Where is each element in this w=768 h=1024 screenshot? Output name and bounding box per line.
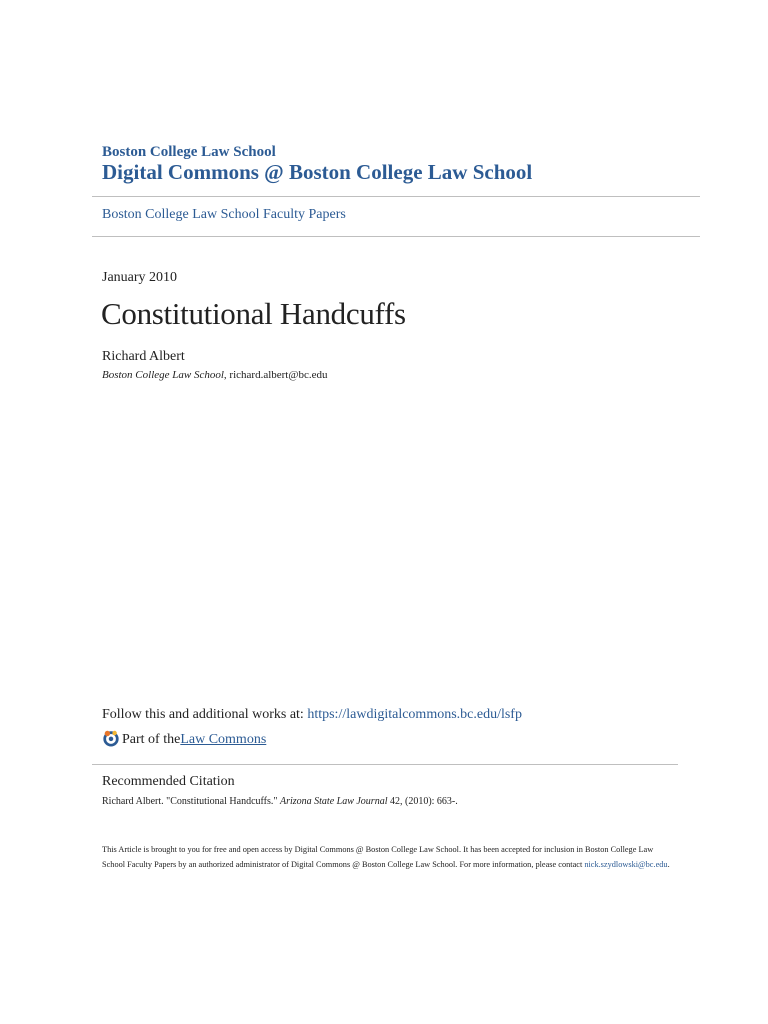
article-title: Constitutional Handcuffs	[101, 296, 406, 331]
repository-link[interactable]: Digital Commons @ Boston College Law School	[102, 160, 533, 184]
law-commons-link[interactable]: Law Commons	[180, 732, 267, 747]
follow-line	[102, 707, 522, 723]
citation-prefix: Richard Albert. "Constitutional Handcuffs."	[102, 796, 280, 807]
header-divider-top	[92, 196, 700, 197]
follow-label: Follow this and additional works at:	[102, 707, 308, 722]
author-email: richard.albert@bc.edu	[229, 369, 328, 381]
institution-link[interactable]: Boston College Law School	[102, 144, 276, 160]
contact-email-link[interactable]: nick.szydlowski@bc.edu	[584, 860, 668, 869]
publication-date: January 2010	[102, 270, 178, 285]
part-of-line	[102, 731, 266, 749]
part-of-label: Part of the	[122, 732, 181, 747]
author-affiliation	[102, 369, 328, 381]
citation-text	[102, 796, 458, 807]
collection-url-link[interactable]: https://lawdigitalcommons.bc.edu/lsfp	[307, 707, 522, 722]
citation-suffix: 42, (2010): 663-.	[387, 796, 458, 807]
series-link[interactable]: Boston College Law School Faculty Papers	[102, 207, 346, 222]
citation-heading: Recommended Citation	[102, 774, 235, 789]
access-notice	[102, 842, 677, 872]
notice-text: This Article is brought to you for free and open access by Digital Commons @ Boston College Law School. It has been accepted for inclusion in Boston College Law School Faculty Papers by an authorized administrator of Digital Commons @ Boston College Law School. For more information, please contact	[102, 845, 654, 869]
header-divider-bottom	[92, 236, 700, 237]
author-name: Richard Albert	[102, 349, 185, 364]
digital-commons-logo-icon	[102, 729, 120, 747]
citation-journal: Arizona State Law Journal	[279, 796, 388, 807]
affiliation-separator: ,	[223, 369, 230, 381]
notice-end: .	[667, 860, 670, 869]
citation-divider	[92, 764, 678, 765]
affiliation-name: Boston College Law School	[102, 369, 224, 381]
